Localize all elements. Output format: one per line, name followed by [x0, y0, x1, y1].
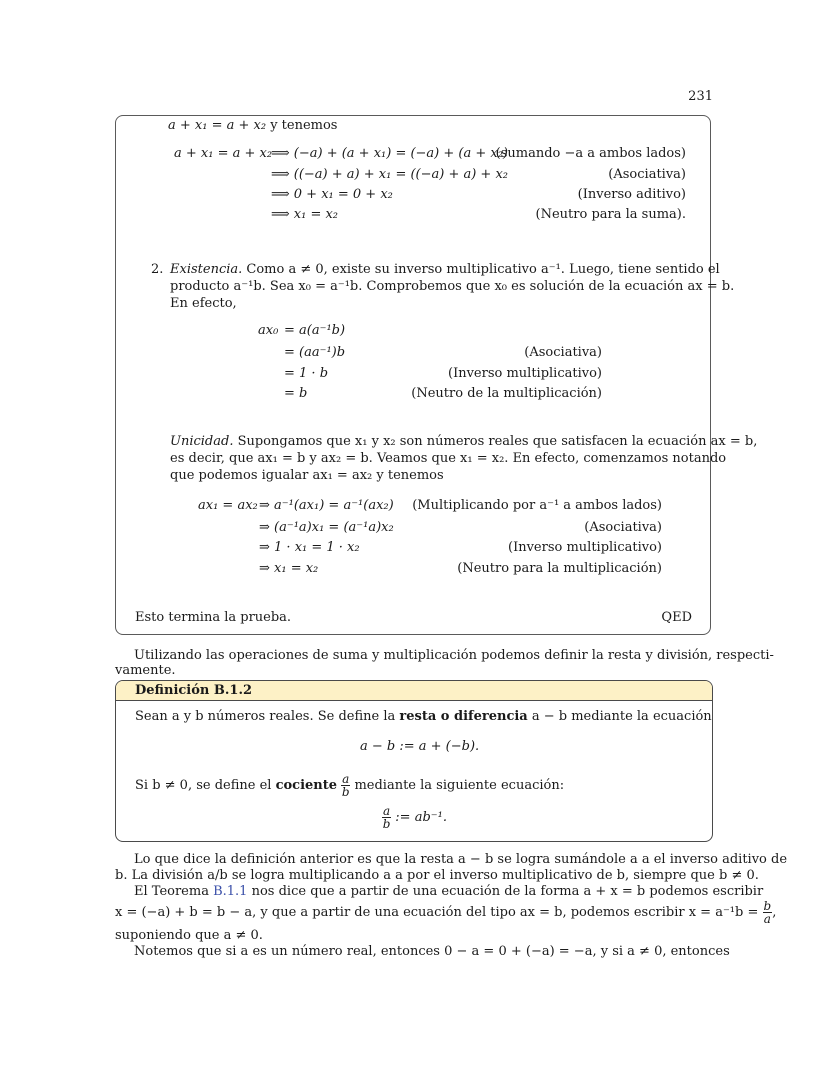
p2-pre: El Teorema — [134, 884, 214, 899]
theorem-link-b-1-1[interactable]: B.1.1 — [213, 884, 248, 899]
uniqueness-step-3: ⇒ 1 · x₁ = 1 · x₂ — [259, 540, 360, 555]
proof-closing: Esto termina la prueba. — [135, 610, 292, 625]
uniqueness-lhs: ax₁ = ax₂ — [198, 498, 258, 513]
uniqueness-step-1: ⇒ a⁻¹(ax₁) = a⁻¹(ax₂) — [259, 498, 394, 513]
definition-equation-1: a − b := a + (−b). — [360, 739, 480, 754]
fraction-a-over-b — [341, 773, 350, 798]
frac-den: a — [763, 912, 771, 926]
sum-derivation-step-2: ⟹ ((−a) + a) + x₁ = ((−a) + a) + x₂ — [271, 167, 509, 182]
paragraph-1-line-2: b. La división a/b se logra multiplicando a a por el inverso multiplicativo de b, siempre que b ≠ 0. — [115, 868, 759, 883]
page-number: 231 — [688, 89, 713, 104]
existence-text-1: Como a ≠ 0, existe su inverso multiplicativo a⁻¹. Luego, tiene sentido el — [242, 262, 720, 277]
existence-reason-3: (Inverso multiplicativo) — [448, 366, 602, 381]
sum-derivation-step-3: ⟹ 0 + x₁ = 0 + x₂ — [271, 187, 393, 202]
sum-derivation-reason-2: (Asociativa) — [608, 167, 686, 182]
def-line2-pre: Si b ≠ 0, se define el — [135, 778, 276, 793]
frac-num: a — [383, 804, 391, 818]
def-term-resta: resta o diferencia — [399, 709, 528, 724]
existence-reason-2: (Asociativa) — [524, 345, 602, 360]
uniqueness-line-2: es decir, que ax₁ = b y ax₂ = b. Veamos que x₁ = x₂. En efecto, comenzamos notando — [170, 451, 727, 466]
item-2-line-3: En efecto, — [170, 296, 237, 311]
uniqueness-line-1 — [170, 434, 757, 450]
frac-num: b — [763, 899, 772, 913]
def-line1-pre: Sean a y b números reales. Se define la — [135, 709, 400, 724]
intro-math: a + x₁ = a + x₂ — [168, 118, 267, 133]
uniqueness-step-2: ⇒ (a⁻¹a)x₁ = (a⁻¹a)x₂ — [259, 520, 394, 535]
existence-label: Existencia. — [170, 262, 243, 277]
fraction-a-over-b-eq — [382, 805, 391, 830]
sum-derivation-step-4: ⟹ x₁ = x₂ — [271, 207, 339, 222]
qed-mark: QED — [661, 610, 692, 625]
sum-derivation-reason-3: (Inverso aditivo) — [577, 187, 686, 202]
sum-derivation-reason-4: (Neutro para la suma). — [535, 207, 686, 222]
uniqueness-reason-2: (Asociativa) — [584, 520, 662, 535]
definition-line-1 — [135, 709, 712, 725]
def-line1-post: a − b mediante la ecuación — [527, 709, 712, 724]
item-2-number: 2. — [151, 262, 164, 277]
proof-intro-line — [168, 118, 337, 134]
uniqueness-text-1: Supongamos que x₁ y x₂ son números reales que satisfacen la ecuación ax = b, — [233, 434, 758, 449]
intro-paragraph-line-2: vamente. — [115, 663, 176, 678]
definition-box — [115, 680, 713, 842]
existence-step-4: = b — [284, 386, 308, 401]
frac-den: b — [341, 785, 350, 799]
uniqueness-reason-3: (Inverso multiplicativo) — [508, 540, 662, 555]
paragraph-2-line-3: suponiendo que a ≠ 0. — [115, 928, 263, 943]
item-2-line-2: producto a⁻¹b. Sea x₀ = a⁻¹b. Comprobemos que x₀ es solución de la ecuación ax = b. — [170, 279, 735, 294]
intro-paragraph-line-1: Utilizando las operaciones de suma y multiplicación podemos definir la resta y división, respecti- — [134, 648, 774, 663]
def-line2-post: mediante la siguiente ecuación: — [350, 778, 565, 793]
paragraph-2-line-2: x = (−a) + b = b − a, y que a partir de una ecuación del tipo ax = b, podemos escribir x = a⁻¹b = $\frac{b}{a}$ , — [115, 899, 777, 926]
sum-derivation-step-1: ⟹ (−a) + (a + x₁) = (−a) + (a + x₂) — [271, 146, 509, 161]
existence-lhs: ax₀ — [258, 323, 279, 338]
item-2-line-1 — [170, 262, 720, 278]
eq2-rhs: := ab⁻¹. — [391, 810, 447, 825]
uniqueness-reason-4: (Neutro para la multiplicación) — [457, 561, 662, 576]
p2-post: nos dice que a partir de una ecuación de la forma a + x = b podemos escribir — [247, 884, 764, 899]
uniqueness-step-4: ⇒ x₁ = x₂ — [259, 561, 319, 576]
sum-derivation-lhs: a + x₁ = a + x₂ — [174, 146, 273, 161]
existence-step-3: = 1 · b — [284, 366, 329, 381]
paragraph-3-line-1: Notemos que si a es un número real, entonces 0 − a = 0 + (−a) = −a, y si a ≠ 0, entonces — [134, 944, 730, 959]
existence-step-1: = a(a⁻¹b) — [284, 323, 346, 338]
uniqueness-label: Unicidad. — [170, 434, 234, 449]
definition-line-2 — [135, 771, 564, 801]
frac-den: b — [382, 817, 391, 831]
intro-text: y tenemos — [266, 118, 338, 133]
existence-step-2: = (aa⁻¹)b — [284, 345, 346, 360]
paragraph-1-line-1: Lo que dice la definición anterior es que la resta a − b se logra sumándole a a el inverso aditivo de — [134, 852, 788, 867]
uniqueness-reason-1: (Multiplicando por a⁻¹ a ambos lados) — [412, 498, 662, 513]
definition-title: Definición B.1.2 — [116, 681, 712, 701]
definition-equation-2 — [382, 803, 447, 833]
existence-reason-4: (Neutro de la multiplicación) — [411, 386, 602, 401]
uniqueness-line-3: que podemos igualar ax₁ = ax₂ y tenemos — [170, 468, 444, 483]
sum-derivation-reason-1: (sumando −a a ambos lados) — [495, 146, 686, 161]
p2-line2-text: x = (−a) + b = b − a, y que a partir de una ecuación del tipo ax = b, podemos escribir x = a⁻¹b = — [115, 905, 763, 920]
def-term-cociente: cociente — [275, 778, 338, 793]
proof-box — [115, 115, 758, 635]
frac-num: a — [342, 772, 350, 786]
fraction-b-over-a — [763, 900, 773, 925]
